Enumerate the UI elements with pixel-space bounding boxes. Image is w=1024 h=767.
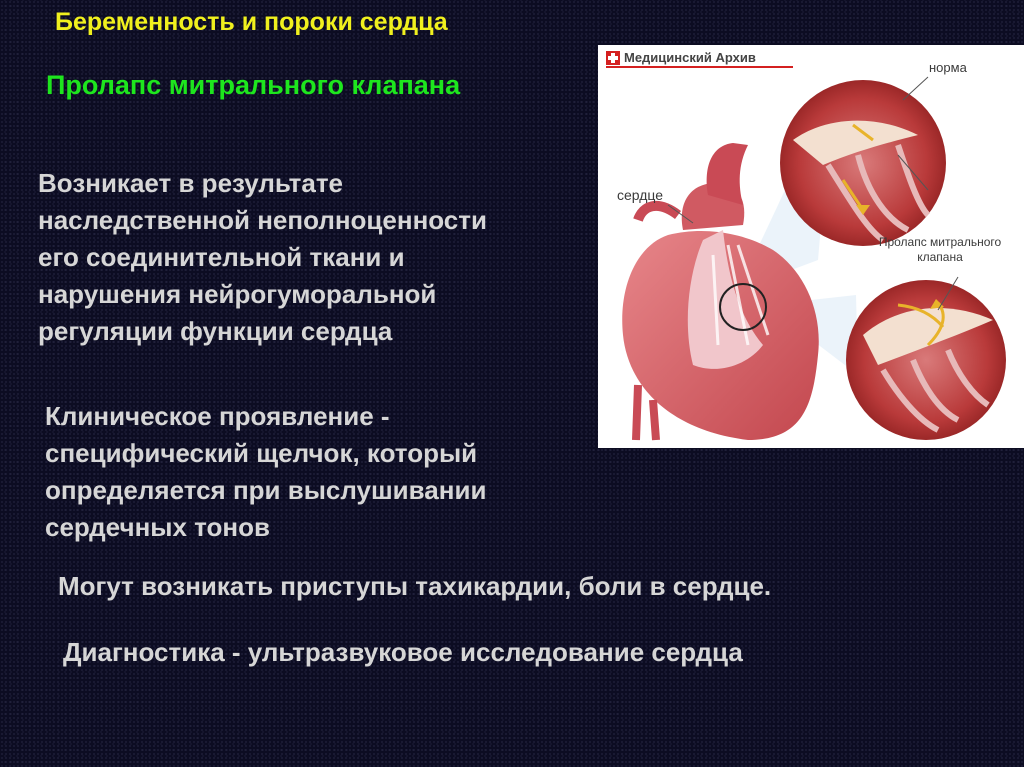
cause-line: нарушения нейрогуморальной	[38, 279, 437, 309]
cause-line: регуляции функции сердца	[38, 316, 393, 346]
heart-label: сердце	[617, 187, 664, 203]
clinical-paragraph	[45, 398, 486, 546]
cause-paragraph	[38, 165, 487, 350]
cause-line: Возникает в результате	[38, 168, 344, 198]
slide-subtitle: Пролапс митрального клапана	[46, 70, 461, 100]
cause-line: его соединительной ткани и	[38, 242, 405, 272]
clinical-line: Клиническое проявление -	[45, 401, 390, 431]
symptoms-paragraph: Могут возникать приступы тахикардии, боли в сердце.	[58, 571, 772, 601]
clinical-line: специфический щелчок, который	[45, 438, 478, 468]
slide-title: Беременность и пороки сердца	[55, 8, 448, 36]
clinical-line: определяется при выслушивании	[45, 475, 487, 505]
clinical-line: сердечных тонов	[45, 512, 270, 542]
prolapse-valve-zoom-icon	[846, 277, 1006, 440]
heart-illustration	[598, 45, 1024, 448]
normal-label: норма	[929, 60, 967, 75]
cause-line: наследственной неполноценности	[38, 205, 487, 235]
normal-valve-zoom-icon	[780, 77, 946, 246]
brand-label: Медицинский Архив	[624, 50, 756, 65]
prolapse-label: Пролапс митрального клапана	[878, 235, 1002, 264]
diagnostics-paragraph: Диагностика - ультразвуковое исследование сердца	[63, 637, 743, 667]
